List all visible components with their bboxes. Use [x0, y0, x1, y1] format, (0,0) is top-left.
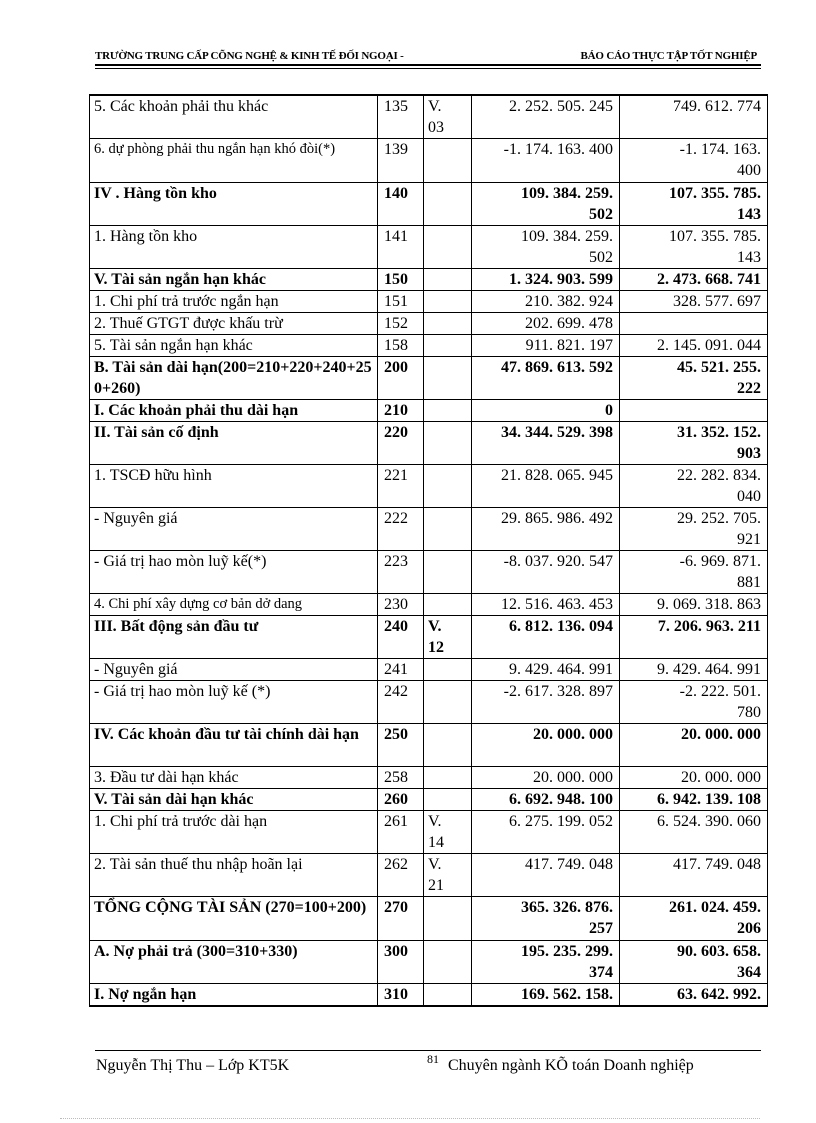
- table-row: [90, 400, 768, 422]
- note-cell: [424, 767, 472, 789]
- begin-value-cell: 45. 521. 255. 222: [620, 357, 768, 400]
- table-row: [90, 681, 768, 724]
- table-row: [90, 226, 768, 269]
- end-value-cell: 210. 382. 924: [472, 291, 620, 313]
- end-value-cell: 6. 692. 948. 100: [472, 789, 620, 811]
- item-cell: A. Nợ phải trả (300=310+330): [90, 941, 378, 984]
- end-value-cell: 0: [472, 400, 620, 422]
- end-value-cell: -8. 037. 920. 547: [472, 551, 620, 594]
- code-cell: 210: [378, 400, 424, 422]
- table-row: [90, 95, 768, 139]
- end-value-cell: 6. 275. 199. 052: [472, 811, 620, 854]
- code-cell: 151: [378, 291, 424, 313]
- note-cell: [424, 183, 472, 226]
- end-value-cell: 20. 000. 000: [472, 767, 620, 789]
- table-row: [90, 465, 768, 508]
- begin-value-cell: 107. 355. 785. 143: [620, 226, 768, 269]
- code-cell: 141: [378, 226, 424, 269]
- end-value-cell: 20. 000. 000: [472, 724, 620, 767]
- code-cell: 150: [378, 269, 424, 291]
- code-cell: 300: [378, 941, 424, 984]
- code-cell: 221: [378, 465, 424, 508]
- begin-value-cell: 29. 252. 705. 921: [620, 508, 768, 551]
- end-value-cell: 911. 821. 197: [472, 335, 620, 357]
- code-cell: 310: [378, 984, 424, 1007]
- code-cell: 139: [378, 139, 424, 183]
- note-cell: [424, 313, 472, 335]
- end-value-cell: 12. 516. 463. 453: [472, 594, 620, 616]
- begin-value-cell: 328. 577. 697: [620, 291, 768, 313]
- item-cell: II. Tài sản cố định: [90, 422, 378, 465]
- code-cell: 261: [378, 811, 424, 854]
- code-cell: 270: [378, 897, 424, 941]
- end-value-cell: 29. 865. 986. 492: [472, 508, 620, 551]
- item-cell: - Giá trị hao mòn luỹ kế(*): [90, 551, 378, 594]
- code-cell: 223: [378, 551, 424, 594]
- footer-major: Chuyên ngành KÕ toán Doanh nghiệp: [448, 1057, 694, 1074]
- end-value-cell: 202. 699. 478: [472, 313, 620, 335]
- item-cell: 1. Chi phí trả trước ngắn hạn: [90, 291, 378, 313]
- item-cell: 1. Hàng tồn kho: [90, 226, 378, 269]
- begin-value-cell: 90. 603. 658. 364: [620, 941, 768, 984]
- table-row: [90, 183, 768, 226]
- begin-value-cell: 9. 069. 318. 863: [620, 594, 768, 616]
- note-cell: V. 14: [424, 811, 472, 854]
- code-cell: 220: [378, 422, 424, 465]
- page-number: 81: [427, 1052, 439, 1066]
- code-cell: 135: [378, 95, 424, 139]
- header-rule: [95, 64, 761, 66]
- item-cell: 2. Tài sản thuế thu nhập hoãn lại: [90, 854, 378, 897]
- begin-value-cell: 261. 024. 459. 206: [620, 897, 768, 941]
- note-cell: [424, 335, 472, 357]
- table-row: [90, 659, 768, 681]
- note-cell: [424, 139, 472, 183]
- note-cell: [424, 357, 472, 400]
- end-value-cell: 109. 384. 259. 502: [472, 183, 620, 226]
- begin-value-cell: 6. 942. 139. 108: [620, 789, 768, 811]
- begin-value-cell: 749. 612. 774: [620, 95, 768, 139]
- table-row: [90, 941, 768, 984]
- note-cell: [424, 984, 472, 1007]
- balance-sheet-table: [89, 94, 768, 1007]
- table-row: [90, 594, 768, 616]
- note-cell: [424, 269, 472, 291]
- note-cell: V. 12: [424, 616, 472, 659]
- begin-value-cell: 6. 524. 390. 060: [620, 811, 768, 854]
- note-cell: [424, 681, 472, 724]
- table-row: [90, 854, 768, 897]
- note-cell: [424, 551, 472, 594]
- begin-value-cell: -1. 174. 163. 400: [620, 139, 768, 183]
- item-cell: I. Nợ ngắn hạn: [90, 984, 378, 1007]
- header-school: TRƯỜNG TRUNG CẤP CÕNG NGHỆ & KINH TẾ ĐỐI NGOẠI -: [95, 50, 404, 62]
- code-cell: 258: [378, 767, 424, 789]
- note-cell: [424, 465, 472, 508]
- table-row: [90, 357, 768, 400]
- end-value-cell: 47. 869. 613. 592: [472, 357, 620, 400]
- begin-value-cell: -6. 969. 871. 881: [620, 551, 768, 594]
- table-row: [90, 508, 768, 551]
- item-cell: 2. Thuế GTGT được khấu trừ: [90, 313, 378, 335]
- item-cell: 6. dự phòng phải thu ngắn hạn khó đòi(*): [90, 139, 378, 183]
- item-cell: - Nguyên giá: [90, 659, 378, 681]
- item-cell: 3. Đầu tư dài hạn khác: [90, 767, 378, 789]
- item-cell: III. Bất động sản đầu tư: [90, 616, 378, 659]
- table-row: [90, 422, 768, 465]
- page-bottom-dotted-rule: [60, 1118, 760, 1119]
- begin-value-cell: 31. 352. 152. 903: [620, 422, 768, 465]
- table-row: [90, 335, 768, 357]
- note-cell: [424, 594, 472, 616]
- code-cell: 158: [378, 335, 424, 357]
- item-cell: V. Tài sản dài hạn khác: [90, 789, 378, 811]
- end-value-cell: -1. 174. 163. 400: [472, 139, 620, 183]
- item-cell: - Giá trị hao mòn luỹ kế (*): [90, 681, 378, 724]
- begin-value-cell: 2. 145. 091. 044: [620, 335, 768, 357]
- item-cell: 5. Các khoản phải thu khác: [90, 95, 378, 139]
- end-value-cell: 417. 749. 048: [472, 854, 620, 897]
- table-row: [90, 897, 768, 941]
- table-row: [90, 313, 768, 335]
- code-cell: 152: [378, 313, 424, 335]
- end-value-cell: 169. 562. 158.: [472, 984, 620, 1007]
- item-cell: 5. Tài sản ngắn hạn khác: [90, 335, 378, 357]
- begin-value-cell: 22. 282. 834. 040: [620, 465, 768, 508]
- item-cell: 4. Chi phí xây dựng cơ bản dở dang: [90, 594, 378, 616]
- note-cell: [424, 659, 472, 681]
- note-cell: [424, 941, 472, 984]
- item-cell: IV. Các khoản đầu tư tài chính dài hạn: [90, 724, 378, 767]
- table-row: [90, 789, 768, 811]
- end-value-cell: -2. 617. 328. 897: [472, 681, 620, 724]
- item-cell: I. Các khoản phải thu dài hạn: [90, 400, 378, 422]
- note-cell: [424, 724, 472, 767]
- note-cell: V. 03: [424, 95, 472, 139]
- item-cell: V. Tài sản ngắn hạn khác: [90, 269, 378, 291]
- code-cell: 241: [378, 659, 424, 681]
- footer-author: Nguyễn Thị Thu – Lớp KT5K: [96, 1057, 290, 1074]
- end-value-cell: 2. 252. 505. 245: [472, 95, 620, 139]
- item-cell: TỔNG CỘNG TÀI SẢN (270=100+200): [90, 897, 378, 941]
- header-rule-thin: [95, 68, 761, 69]
- begin-value-cell: -2. 222. 501. 780: [620, 681, 768, 724]
- table-row: [90, 269, 768, 291]
- table-row: [90, 984, 768, 1007]
- code-cell: 140: [378, 183, 424, 226]
- item-cell: 1. Chi phí trả trước dài hạn: [90, 811, 378, 854]
- item-cell: - Nguyên giá: [90, 508, 378, 551]
- end-value-cell: 109. 384. 259. 502: [472, 226, 620, 269]
- begin-value-cell: [620, 313, 768, 335]
- begin-value-cell: 20. 000. 000: [620, 724, 768, 767]
- code-cell: 260: [378, 789, 424, 811]
- note-cell: [424, 789, 472, 811]
- note-cell: V. 21: [424, 854, 472, 897]
- table-row: [90, 291, 768, 313]
- end-value-cell: 34. 344. 529. 398: [472, 422, 620, 465]
- begin-value-cell: 63. 642. 992.: [620, 984, 768, 1007]
- note-cell: [424, 508, 472, 551]
- begin-value-cell: 2. 473. 668. 741: [620, 269, 768, 291]
- end-value-cell: 365. 326. 876. 257: [472, 897, 620, 941]
- table-row: [90, 767, 768, 789]
- code-cell: 222: [378, 508, 424, 551]
- code-cell: 250: [378, 724, 424, 767]
- note-cell: [424, 400, 472, 422]
- code-cell: 262: [378, 854, 424, 897]
- begin-value-cell: 107. 355. 785. 143: [620, 183, 768, 226]
- code-cell: 230: [378, 594, 424, 616]
- begin-value-cell: 9. 429. 464. 991: [620, 659, 768, 681]
- end-value-cell: 1. 324. 903. 599: [472, 269, 620, 291]
- begin-value-cell: 20. 000. 000: [620, 767, 768, 789]
- begin-value-cell: 417. 749. 048: [620, 854, 768, 897]
- end-value-cell: 21. 828. 065. 945: [472, 465, 620, 508]
- item-cell: B. Tài sản dài hạn(200=210+220+240+250+260): [90, 357, 378, 400]
- code-cell: 242: [378, 681, 424, 724]
- header-report-title: BÁO CÁO THỰC TẬP TỐT NGHIỆP: [580, 50, 757, 62]
- code-cell: 200: [378, 357, 424, 400]
- table-row: [90, 139, 768, 183]
- table-row: [90, 811, 768, 854]
- footer-rule: [95, 1050, 761, 1051]
- end-value-cell: 9. 429. 464. 991: [472, 659, 620, 681]
- note-cell: [424, 291, 472, 313]
- note-cell: [424, 897, 472, 941]
- code-cell: 240: [378, 616, 424, 659]
- end-value-cell: 6. 812. 136. 094: [472, 616, 620, 659]
- item-cell: 1. TSCĐ hữu hình: [90, 465, 378, 508]
- begin-value-cell: 7. 206. 963. 211: [620, 616, 768, 659]
- note-cell: [424, 422, 472, 465]
- table-row: [90, 551, 768, 594]
- end-value-cell: 195. 235. 299. 374: [472, 941, 620, 984]
- note-cell: [424, 226, 472, 269]
- item-cell: IV . Hàng tồn kho: [90, 183, 378, 226]
- table-row: [90, 724, 768, 767]
- begin-value-cell: [620, 400, 768, 422]
- table-row: [90, 616, 768, 659]
